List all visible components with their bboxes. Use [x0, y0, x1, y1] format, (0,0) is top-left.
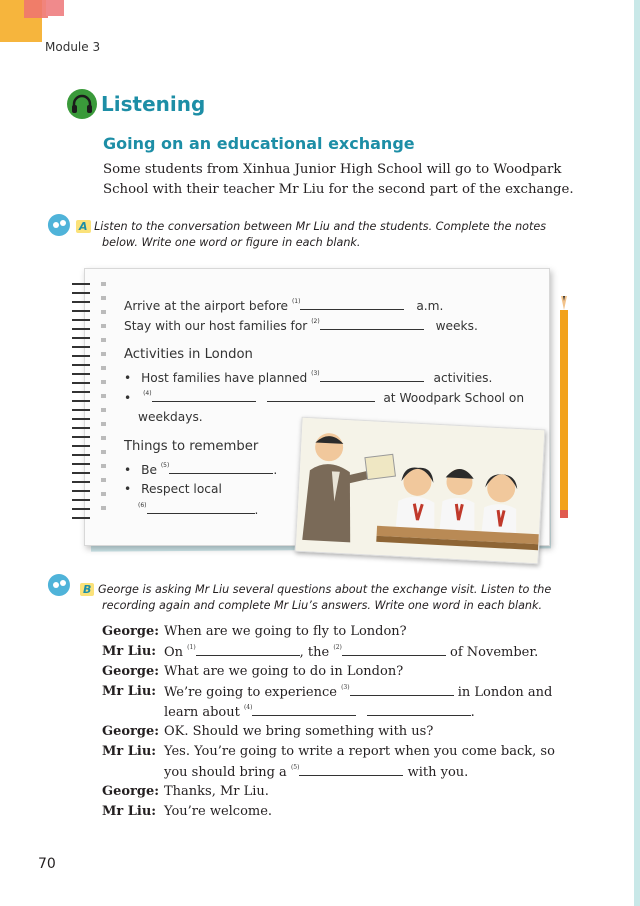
- blank-number: (1): [291, 298, 301, 305]
- dialogue-text: On: [164, 645, 184, 660]
- answer-blank[interactable]: [367, 704, 471, 716]
- blank-number: (2): [311, 318, 320, 325]
- blank-number: (4): [243, 704, 253, 711]
- activity-a-instructions: [76, 219, 546, 251]
- audio-note-icon: [46, 572, 72, 598]
- speaker-label: George:: [102, 624, 160, 639]
- bullet: •: [124, 463, 132, 477]
- corner-decoration: [24, 0, 48, 18]
- blank-number: (4): [143, 390, 152, 397]
- answer-blank[interactable]: [147, 502, 255, 514]
- dialogue-line: Yes. You’re going to write a report when you come back, so: [164, 744, 555, 759]
- instruction-line: recording again and complete Mr Liu’s answers. Write one word in each blank.: [102, 599, 543, 612]
- speaker-label: George:: [102, 664, 160, 679]
- answer-blank[interactable]: [300, 298, 404, 310]
- dialogue-line: When are we going to fly to London?: [164, 624, 407, 639]
- section-title: Listening: [101, 92, 206, 116]
- answer-blank[interactable]: [267, 390, 375, 402]
- module-label: Module 3: [45, 40, 101, 54]
- speaker-label: Mr Liu:: [102, 644, 157, 659]
- dialogue-text: with you.: [407, 765, 469, 780]
- speaker-label: George:: [102, 724, 160, 739]
- page-number: 70: [38, 856, 56, 872]
- instruction-line: George is asking Mr Liu several questions about the exchange visit. Listen to the: [97, 583, 552, 596]
- note-text: Host families have planned: [141, 371, 308, 385]
- blank-number: (6): [138, 502, 147, 509]
- pencil-illustration: [555, 296, 575, 521]
- answer-blank[interactable]: [299, 764, 403, 776]
- dialogue-text: you should bring a: [164, 765, 287, 780]
- note-text: Stay with our host families for: [124, 319, 308, 333]
- bullet: •: [124, 482, 132, 496]
- teacher-students-drawing: [296, 418, 545, 563]
- speaker-label: Mr Liu:: [102, 744, 157, 759]
- blank-number: (1): [187, 644, 196, 651]
- dialogue-line: [164, 704, 475, 720]
- answer-blank[interactable]: [196, 644, 300, 656]
- blank-number: (3): [311, 370, 320, 377]
- answer-blank[interactable]: [169, 462, 273, 474]
- note-line: [124, 390, 524, 405]
- dialogue-text: learn about: [164, 705, 240, 720]
- note-line: [138, 502, 258, 517]
- bullet: •: [124, 391, 132, 405]
- dialogue-line: [164, 684, 552, 700]
- answer-blank[interactable]: [350, 684, 454, 696]
- dialogue-line: What are we going to do in London?: [164, 664, 404, 679]
- note-text: Respect local: [141, 482, 222, 496]
- intro-text: [103, 160, 583, 200]
- page-edge-bar: [634, 0, 640, 906]
- spiral-binding: [68, 280, 98, 530]
- note-text: weeks.: [435, 319, 478, 333]
- intro-line: School with their teacher Mr Liu for the second part of the exchange.: [103, 182, 574, 197]
- answer-blank[interactable]: [252, 704, 356, 716]
- note-text: a.m.: [416, 299, 444, 313]
- dialogue-text: , the: [299, 645, 330, 660]
- audio-note-icon: [46, 212, 72, 238]
- answer-blank[interactable]: [152, 390, 256, 402]
- blank-number: (5): [160, 462, 170, 469]
- dialogue-line: [164, 644, 538, 660]
- activity-label: B: [80, 583, 94, 596]
- dialogue-text: in London and: [457, 685, 553, 700]
- instruction-line: below. Write one word or figure in each blank.: [102, 236, 361, 249]
- dialogue-line: [164, 764, 468, 780]
- note-line: [124, 318, 478, 333]
- note-line: [124, 298, 443, 313]
- note-text: .: [254, 503, 259, 517]
- activity-label: A: [76, 220, 91, 233]
- speaker-label: George:: [102, 784, 160, 799]
- note-text: activities.: [433, 371, 493, 385]
- intro-line: Some students from Xinhua Junior High School will go to Woodpark: [103, 162, 562, 177]
- note-line: [124, 482, 222, 496]
- note-line: [124, 370, 492, 385]
- margin-ticks: [98, 278, 110, 528]
- blank-number: (5): [290, 764, 300, 771]
- note-text: at Woodpark School on: [383, 391, 525, 405]
- activity-b-instructions: [80, 582, 551, 614]
- speaker-label: Mr Liu:: [102, 684, 157, 699]
- bullet: •: [124, 371, 132, 385]
- answer-blank[interactable]: [320, 370, 424, 382]
- note-text: Be: [141, 463, 157, 477]
- dialogue-text: We’re going to experience: [164, 685, 337, 700]
- blank-number: (2): [333, 644, 342, 651]
- instruction-line: Listen to the conversation between Mr Liu and the students. Complete the notes: [94, 220, 547, 233]
- dialogue-text: of November.: [450, 645, 539, 660]
- dialogue-line: Thanks, Mr Liu.: [164, 784, 269, 799]
- answer-blank[interactable]: [320, 318, 424, 330]
- note-text: .: [273, 463, 278, 477]
- note-line: [124, 462, 277, 477]
- speaker-label: Mr Liu:: [102, 804, 157, 819]
- headphones-icon: [66, 88, 98, 120]
- section-subtitle: Going on an educational exchange: [103, 134, 415, 153]
- notes-heading: Activities in London: [124, 347, 253, 362]
- dialogue-text: .: [470, 705, 475, 720]
- notes-heading: Things to remember: [124, 439, 259, 454]
- note-line: weekdays.: [138, 410, 203, 424]
- classroom-illustration: [295, 417, 546, 565]
- note-text: Arrive at the airport before: [124, 299, 289, 313]
- answer-blank[interactable]: [342, 644, 446, 656]
- corner-decoration: [46, 0, 64, 16]
- dialogue-line: You’re welcome.: [164, 804, 273, 819]
- blank-number: (3): [341, 684, 350, 691]
- dialogue-line: OK. Should we bring something with us?: [164, 724, 434, 739]
